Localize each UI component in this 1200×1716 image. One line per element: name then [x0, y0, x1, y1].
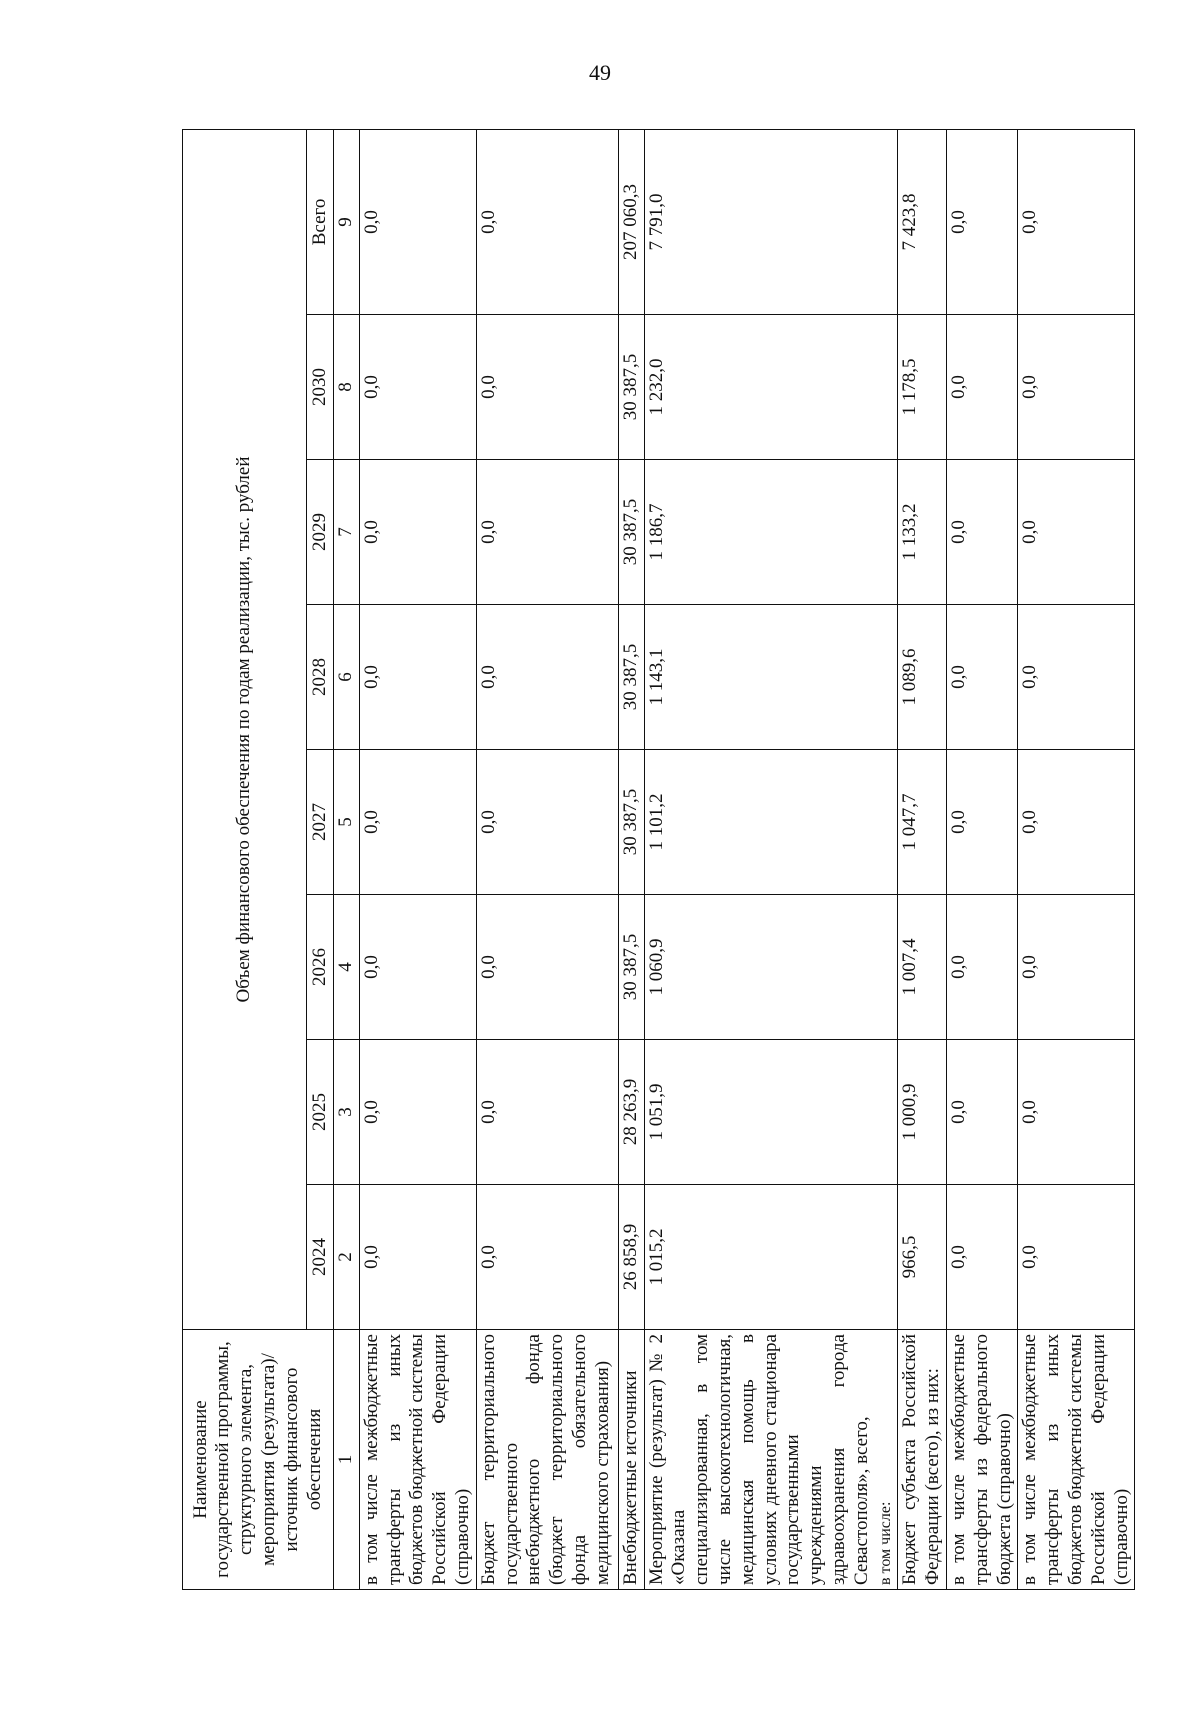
cell-value: 0,0: [359, 315, 476, 460]
cell-value: 1 047,7: [898, 750, 947, 895]
column-index: 3: [334, 1040, 360, 1185]
cell-value: 1 232,0: [644, 315, 898, 460]
cell-value: 0,0: [359, 1185, 476, 1330]
cell-value: 0,0: [946, 315, 1017, 460]
column-index: 6: [334, 605, 360, 750]
cell-value: 0,0: [359, 129, 476, 314]
cell-value: 0,0: [1018, 750, 1135, 895]
page-number: 49: [589, 60, 611, 85]
cell-value: 26 858,9: [618, 1185, 644, 1330]
cell-value: 0,0: [476, 129, 618, 314]
cell-value: 0,0: [946, 460, 1017, 605]
cell-value: 0,0: [1018, 129, 1135, 314]
cell-value: 0,0: [946, 1040, 1017, 1185]
cell-value: 0,0: [946, 129, 1017, 314]
cell-value: 0,0: [476, 895, 618, 1040]
table-row: [946, 129, 1017, 1589]
year-header: 2026: [307, 895, 334, 1040]
cell-value: 0,0: [1018, 1040, 1135, 1185]
cell-value: 0,0: [1018, 605, 1135, 750]
cell-value: 30 387,5: [618, 460, 644, 605]
cell-value: 0,0: [1018, 315, 1135, 460]
cell-value: 30 387,5: [618, 605, 644, 750]
cell-value: 1 186,7: [644, 460, 898, 605]
column-index: 7: [334, 460, 360, 605]
year-header: 2028: [307, 605, 334, 750]
cell-value: 0,0: [946, 750, 1017, 895]
column-index: 5: [334, 750, 360, 895]
total-header: Всего: [307, 129, 334, 314]
cell-value: 0,0: [476, 315, 618, 460]
cell-value: 30 387,5: [618, 315, 644, 460]
cell-value: 1 178,5: [898, 315, 947, 460]
cell-value: 0,0: [359, 895, 476, 1040]
cell-value: 1 060,9: [644, 895, 898, 1040]
cell-value: 0,0: [476, 605, 618, 750]
table-row: [1018, 129, 1135, 1589]
cell-value: 1 101,2: [644, 750, 898, 895]
rotated-table-container: [182, 130, 1132, 1590]
cell-value: 0,0: [359, 1040, 476, 1185]
cell-value: 0,0: [476, 1040, 618, 1185]
row-name-suffix: в том числе:: [876, 1501, 894, 1585]
year-header: 2024: [307, 1185, 334, 1330]
cell-value: 1 143,1: [644, 605, 898, 750]
year-header: 2025: [307, 1040, 334, 1185]
cell-value: 1 133,2: [898, 460, 947, 605]
table-row: [618, 129, 644, 1589]
year-header: 2030: [307, 315, 334, 460]
row-name: в том числе межбюджетные трансферты из федерального бюджета (справочно): [946, 1330, 1017, 1590]
cell-value: 1 007,4: [898, 895, 947, 1040]
cell-value: 207 060,3: [618, 129, 644, 314]
cell-value: 0,0: [1018, 895, 1135, 1040]
column-index: 8: [334, 315, 360, 460]
cell-value: 0,0: [946, 1185, 1017, 1330]
name-column-header: Наименование государственной программы, структурного элемента, мероприятия (результата)/источник финансового обеспечения: [183, 1330, 334, 1590]
table-row: [476, 129, 618, 1589]
volume-header: Объем финансового обеспечения по годам реализации, тыс. рублей: [183, 129, 307, 1329]
cell-value: 0,0: [946, 605, 1017, 750]
cell-value: 1 089,6: [898, 605, 947, 750]
cell-value: 1 000,9: [898, 1040, 947, 1185]
column-index-row: [334, 129, 360, 1589]
row-name: Бюджет территориального государственного внебюджетного фонда (бюджет территориального фонда обязательного медицинского страхования): [476, 1330, 618, 1590]
year-header: 2027: [307, 750, 334, 895]
cell-value: 7 423,8: [898, 129, 947, 314]
table-row: [644, 129, 898, 1589]
table-row: [359, 129, 476, 1589]
cell-value: 30 387,5: [618, 895, 644, 1040]
cell-value: 28 263,9: [618, 1040, 644, 1185]
cell-value: 0,0: [1018, 1185, 1135, 1330]
row-name: Внебюджетные источники: [618, 1330, 644, 1590]
cell-value: 0,0: [1018, 460, 1135, 605]
cell-value: 0,0: [359, 460, 476, 605]
column-index: 1: [334, 1330, 360, 1590]
cell-value: 0,0: [359, 605, 476, 750]
column-index: 4: [334, 895, 360, 1040]
table-row: [898, 129, 947, 1589]
cell-value: 0,0: [476, 1185, 618, 1330]
cell-value: 966,5: [898, 1185, 947, 1330]
financing-table: [182, 129, 1135, 1590]
cell-value: 30 387,5: [618, 750, 644, 895]
row-name: в том числе межбюджетные трансферты из иных бюджетов бюджетной системы Российской Федерации (справочно): [359, 1330, 476, 1590]
row-name-main: Мероприятие (результат) № 2 «Оказана специализированная, в том числе высокотехнологичная, медицинская помощь в условиях дневного стационара государственными учреждениями здравоохранения города Севастополя», всего,: [645, 1334, 872, 1585]
year-header: 2029: [307, 460, 334, 605]
row-name: в том числе межбюджетные трансферты из иных бюджетов бюджетной системы Российской Федерации (справочно): [1018, 1330, 1135, 1590]
row-name: [644, 1330, 898, 1590]
cell-value: 0,0: [476, 460, 618, 605]
cell-value: 0,0: [946, 895, 1017, 1040]
column-index: 2: [334, 1185, 360, 1330]
cell-value: 0,0: [359, 750, 476, 895]
row-name: Бюджет субъекта Российской Федерации (всего), из них:: [898, 1330, 947, 1590]
cell-value: 1 015,2: [644, 1185, 898, 1330]
cell-value: 1 051,9: [644, 1040, 898, 1185]
column-index: 9: [334, 129, 360, 314]
cell-value: 7 791,0: [644, 129, 898, 314]
cell-value: 0,0: [476, 750, 618, 895]
